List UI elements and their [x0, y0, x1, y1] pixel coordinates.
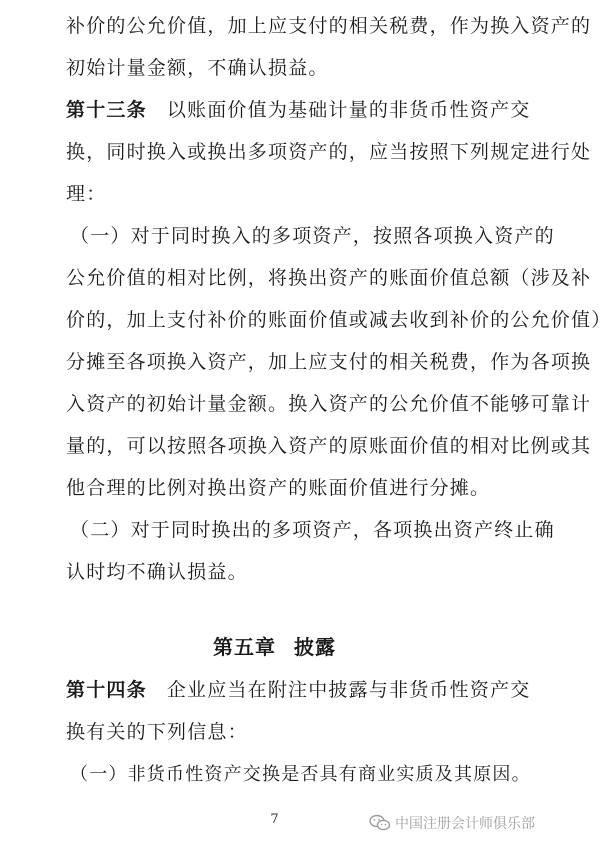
paragraph-line: （一）对于同时换入的多项资产，按照各项换入资产的 [70, 225, 555, 247]
paragraph-line: 公允价值的相对比例，将换出资产的账面价值总额（涉及补 [66, 267, 592, 289]
paragraph-line: （二）对于同时换出的多项资产，各项换出资产终止确 [70, 519, 555, 541]
paragraph-line: 分摊至各项换入资产，加上应支付的相关税费，作为各项换 [66, 351, 592, 373]
chapter-number: 第五章 [213, 635, 276, 659]
page-number: 7 [270, 812, 279, 827]
paragraph-line: 量的，可以按照各项换入资产的原账面价值的相对比例或其 [66, 435, 592, 457]
paragraph-line: 企业应当在附注中披露与非货币性资产交 [166, 679, 531, 701]
paragraph-line: 补价的公允价值，加上应支付的相关税费，作为换入资产的 [66, 15, 592, 37]
article-14-heading: 第十四条 [66, 679, 147, 701]
paragraph-line: 换，同时换入或换出多项资产的，应当按照下列规定进行处 [66, 141, 592, 163]
wechat-icon [369, 814, 391, 832]
paragraph-line: 初始计量金额，不确认损益。 [66, 57, 329, 79]
list-item: （一）非货币性资产交换是否具有商业实质及其原因。 [70, 764, 531, 785]
article-14-first-line [66, 678, 531, 703]
chapter-heading [0, 634, 549, 660]
paragraph-line: 认时均不确认损益。 [66, 561, 248, 583]
paragraph-line: 以账面价值为基础计量的非货币性资产交 [166, 99, 531, 121]
article-13-first-line [66, 98, 531, 123]
paragraph-line: 换有关的下列信息： [66, 721, 248, 743]
article-13-heading: 第十三条 [66, 99, 147, 121]
paragraph-line: 入资产的初始计量金额。换入资产的公允价值不能够可靠计 [66, 393, 592, 415]
chapter-title: 披露 [294, 635, 336, 659]
watermark [369, 813, 535, 833]
paragraph-line: 他合理的比例对换出资产的账面价值进行分摊。 [66, 477, 491, 499]
paragraph-line: 理： [66, 183, 107, 205]
paragraph-line: 价的，加上支付补价的账面价值或减去收到补价的公允价值） [66, 309, 611, 331]
watermark-text: 中国注册会计师俱乐部 [395, 816, 535, 832]
